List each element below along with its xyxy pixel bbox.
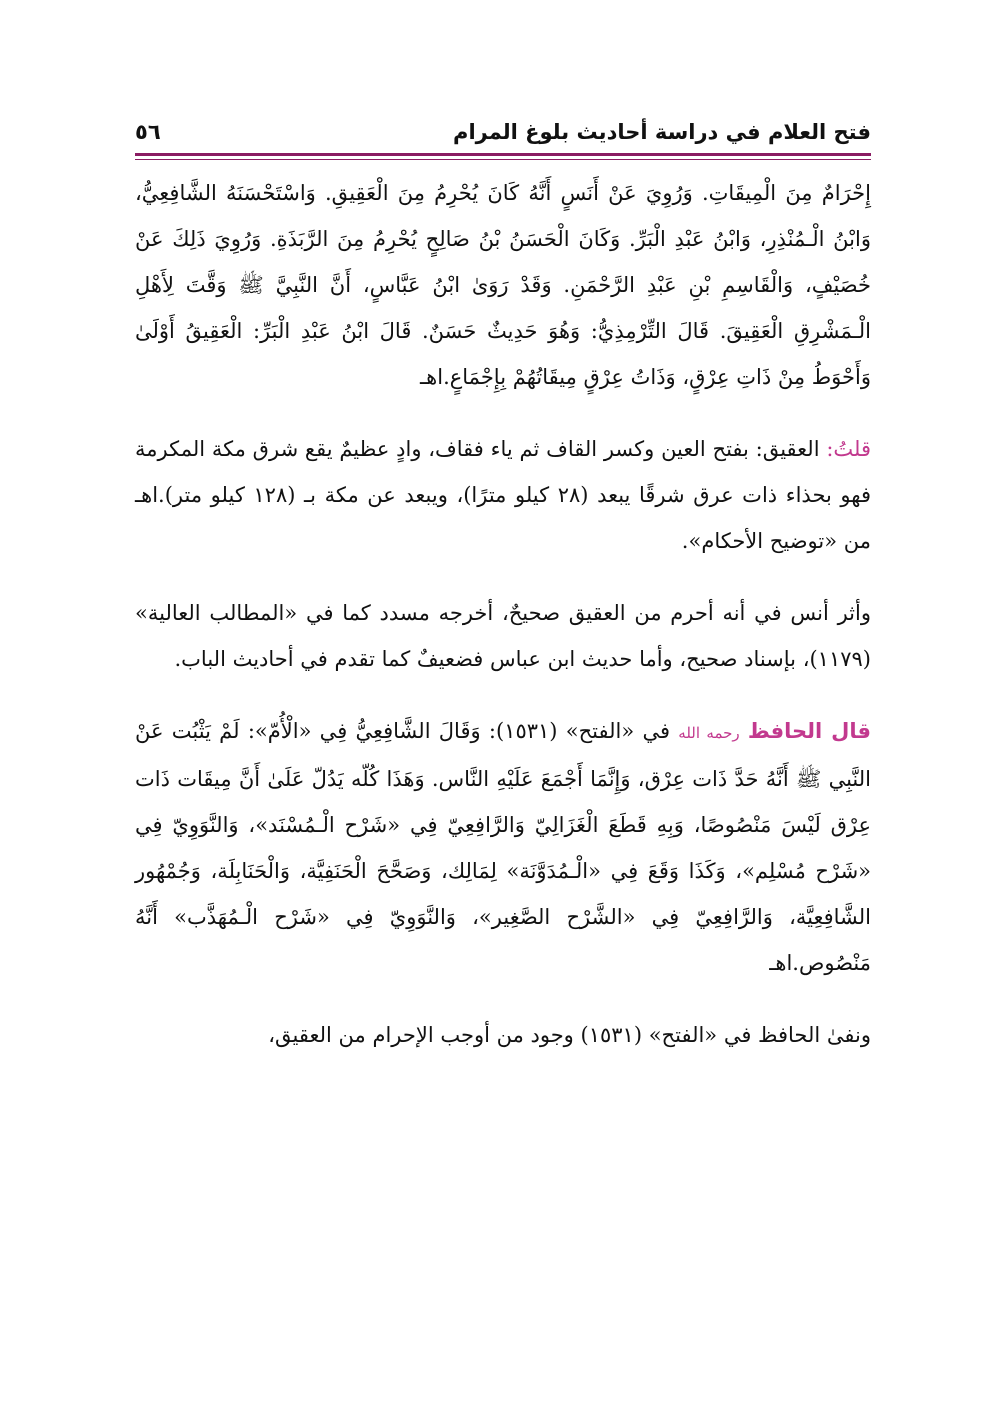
header-rule-thin (135, 159, 871, 160)
note-lead: قلتُ: (826, 437, 871, 461)
hafidh-ref-fath: «الفتح» (565, 719, 635, 743)
hafidh-text-a: في (634, 719, 679, 743)
hafidh-text-c: : لَمْ يَثْبُت عَنْ النَّبِي ﷺ أَنَّهُ حَدَّ ذَات عِرْق، وَإِنَّمَا أَجْمَعَ عَلَيْهِ النَّاس. وَهَذَا كُلّه يَدُلّ عَلَىٰ أَنَّ مِيقَات ذَات عِرْق لَيْسَ مَنْصُوصًا، وَبِهِ قَطَعَ الْغَزَالِيّ وَالرَّافِعِيّ فِي (135, 719, 872, 837)
page-body (135, 170, 871, 1058)
hafidh-text-e: ، وَكَذَا وَقَعَ فِي (600, 859, 743, 883)
header-rule-thick (135, 153, 871, 156)
hafidh-ref-muhadhdhab: «شَرْح الْـمُهَذَّب» (174, 905, 330, 929)
note-end: . (681, 529, 689, 553)
athar-text-a: وأثر أنس في أنه أحرم من العقيق صحيحٌ، أخرجه مسدد كما في (297, 601, 871, 625)
header-title: فتح العلام في دراسة أحاديث بلوغ المرام (453, 120, 871, 144)
closing-paragraph (135, 1012, 871, 1058)
running-header (135, 110, 871, 154)
hafidh-text-b: (١٥٣١): وَقَالَ الشَّافِعِيُّ فِي (311, 719, 566, 743)
hafidh-text-h: أَنَّهُ مَنْصُوص.اهـ (135, 905, 871, 975)
honorific-glyph: رحمه الله (678, 724, 740, 742)
hafidh-lead: قال الحافظ (747, 719, 872, 743)
note-reference: «توضيح الأحكام» (688, 529, 838, 553)
athar-paragraph (135, 590, 871, 682)
athar-reference: «المطالب العالية» (135, 601, 298, 625)
hafidh-ref-mudawwana: «الْـمُدَوَّنَة» (506, 859, 601, 883)
author-note (135, 426, 871, 564)
hafidh-ref-musnad: «شَرْح الْـمُسْنَد» (255, 813, 401, 837)
hafidh-text-f: لِمَالِك، وَصَحَّحَ الْحَنَفِيَّة، وَالْحَنَابِلَة، وَجُمْهُور الشَّافِعِيَّة، وَالرَّافِعِيّ فِي (135, 859, 872, 929)
athar-text-b: (١١٧٩)، بإسناد صحيح، وأما حديث ابن عباس فضعيفٌ كما تقدم في أحاديث الباب. (174, 647, 871, 671)
hafidh-ref-muslim: «شَرْح مُسْلِم» (742, 859, 872, 883)
last-text-a: ونفىٰ الحافظ في (717, 1023, 871, 1047)
hafidh-ref-sharh-saghir: «الشَّرْح الصَّغِير» (478, 905, 636, 929)
last-text-b: (١٥٣١) وجود من أوجب الإحرام من العقيق، (268, 1023, 649, 1047)
note-body: العقيق: بفتح العين وكسر القاف ثم ياء فقاف، وادٍ عظيمٌ يقع شرق مكة المكرمة فهو بحذاء ذات عرق شرقًا يبعد (٢٨ كيلو مترًا)، ويبعد عن مكة بـ (١٢٨ كيلو متر).اهـ من (135, 437, 871, 553)
hafidh-ref-umm: «الْأُمّ» (254, 719, 312, 743)
quoted-passage (135, 170, 871, 400)
hafidh-paragraph (135, 708, 871, 986)
hafidh-text-d: ، وَالنَّوَوِيّ فِي (135, 813, 256, 837)
quote-text: إِحْرَامٌ مِنَ الْمِيقَاتِ. وَرُوِيَ عَنْ أَنَسٍ أَنَّهُ كَانَ يُحْرِمُ مِنَ الْعَقِيقِ. وَاسْتَحْسَنَهُ الشَّافِعِيُّ، وَابْنُ الْـمُنْذِرِ، وَابْنُ عَبْدِ الْبَرِّ. وَكَانَ الْحَسَنُ بْنُ صَالِحٍ يُحْرِمُ مِنَ الرَّبَذَةِ. وَرُوِيَ ذَلِكَ عَنْ خُصَيْفٍ، وَالْقَاسِمِ بْنِ عَبْدِ الرَّحْمَنِ. وَقَدْ رَوَىٰ ابْنُ عَبَّاسٍ، أَنَّ النَّبِيَّ ﷺ وَقَّتَ لِأَهْلِ الْـمَشْرِقِ الْعَقِيقَ. قَالَ التِّرْمِذِيُّ: وَهُوَ حَدِيثٌ حَسَنٌ. قَالَ ابْنُ عَبْدِ الْبَرِّ: الْعَقِيقُ أَوْلَىٰ وَأَحْوَطُ مِنْ ذَاتِ عِرْقٍ، وَذَاتُ عِرْقٍ مِيقَاتُهُمْ بِإِجْمَاعٍ.اهـ (135, 181, 871, 389)
page-number: ٥٦ (135, 120, 161, 144)
last-reference: «الفتح» (648, 1023, 718, 1047)
hafidh-text-g: ، وَالنَّوَوِيّ فِي (329, 905, 479, 929)
